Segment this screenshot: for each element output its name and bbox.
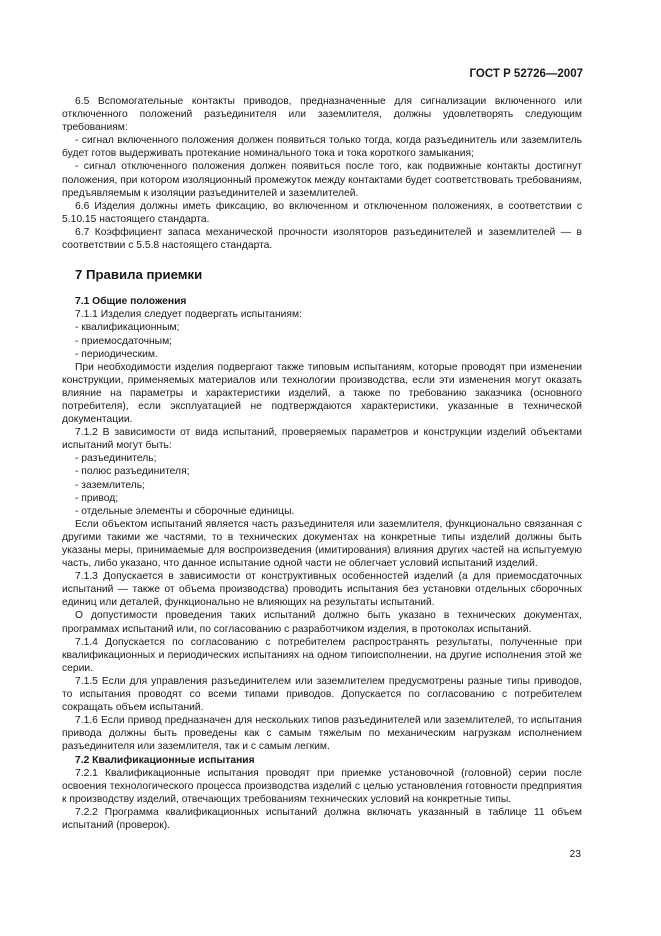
paragraph: 7.1.1 Изделия следует подвергать испытаниям: — [75, 309, 302, 321]
subsection-heading: 7.1 Общие положения — [75, 296, 187, 308]
paragraph: 7.2.2 Программа квалификационных испытаний должна включать указанный в таблице 11 объем испытаний (проверок). — [62, 806, 582, 831]
paragraph: - сигнал отключенного положения должен появиться после того, как подвижные контакты достигнут положения, при котором изоляционный промежуток между контактами будет соответствовать требованиям, предъявляемым к изоляции разъединителей и заземлителей. — [62, 161, 582, 199]
paragraph: - привод; — [75, 492, 119, 504]
section-heading: 7 Правила приемки — [75, 267, 203, 283]
paragraph: - приемосдаточным; — [75, 335, 173, 347]
paragraph: - сигнал включенного положения должен появиться только тогда, когда разъединитель или заземлитель будет готов выдерживать протекание номинального тока и тока короткого замыкания; — [62, 135, 582, 160]
paragraph: 7.1.5 Если для управления разъединителем или заземлителем предусмотрены разные типы приводов, то испытания проводят со всеми типами приводов. Допускается по согласованию с потребителем сокращать объем испытаний. — [62, 675, 582, 714]
paragraph: 7.2.1 Квалификационные испытания проводят при приемке установочной (головной) серии после освоения технологического процесса производства изделий с целью установления готовности предприятия к производству изделий, отвечающих требованиям технических условий на конкретные типы. — [62, 767, 582, 805]
paragraph: 6.7 Коэффициент запаса механической прочности изоляторов разъединителей и заземлителей — в соответствии с 5.5.8 настоящего стандарта. — [62, 226, 582, 252]
document-body — [62, 95, 582, 832]
paragraph: 7.1.4 Допускается по согласованию с потребителем распространять результаты, полученные при квалификационных и периодических испытаниях на одном типоисполнении, на другие исполнения этой же серии. — [62, 636, 582, 674]
paragraph: - заземлитель; — [75, 479, 146, 491]
paragraph: 7.1.3 Допускается в зависимости от конструктивных особенностей изделий (а для приемосдаточных испытаний — также от объема производства) проводить испытания без установки отдельных сборочных единиц или деталей, функционально не влияющих на результаты испытаний. — [62, 571, 582, 609]
paragraph: 7.1.6 Если привод предназначен для нескольких типов разъединителей или заземлителей, то испытания привода должны быть проведены как с самым тяжелым по механическим нагрузкам исполнением разъединителя или заземлителя, так и с самым легким. — [62, 715, 582, 753]
paragraph: При необходимости изделия подвергают также типовым испытаниям, которые проводят при изменении конструкции, применяемых материалов или технологии производства, если эти изменения могут оказать влияние на параметры и характеристики изделий, а также по требованию заказчика (основного потребителя), если эксплуатацией не подтверждаются характеристики, указанные в технической документации. — [62, 361, 582, 426]
document-header: ГОСТ Р 52726—2007 — [469, 68, 583, 80]
paragraph: - периодическим. — [75, 348, 158, 360]
paragraph: - отдельные элементы и сборочные единицы. — [75, 505, 295, 517]
paragraph: 7.1.2 В зависимости от вида испытаний, проверяемых параметров и конструкции изделий объектами испытаний могут быть: — [62, 427, 582, 452]
paragraph: - квалификационным; — [75, 322, 180, 334]
paragraph: Если объектом испытаний является часть разъединителя или заземлителя, функционально связанная с другими такими же частями, то в технических документах на конкретные типы изделий должны быть указаны меры, принимаемые для воспроизведения (имитирования) влияния других частей на испытуемую часть, либо указано, что данное испытание одной части не облегчает условий испытаний изделий. — [62, 518, 582, 570]
page-number: 23 — [569, 849, 581, 860]
paragraph: - полюс разъединителя; — [75, 466, 190, 478]
paragraph: О допустимости проведения таких испытаний должно быть указано в технических документах, программах испытаний или, по согласованию с разработчиком изделия, в протоколах испытаний. — [62, 610, 582, 635]
paragraph: 6.5 Вспомогательные контакты приводов, предназначенные для сигнализации включенного или отключенного положений разъединителя или заземлителя, должны удовлетворять следующим требованиям: — [62, 96, 582, 134]
paragraph: - разъединитель; — [75, 453, 157, 465]
paragraph: 6.6 Изделия должны иметь фиксацию, во включенном и отключенном положениях, в соответствии с 5.10.15 настоящего стандарта. — [62, 200, 582, 225]
subsection-heading: 7.2 Квалификационные испытания — [75, 754, 255, 766]
